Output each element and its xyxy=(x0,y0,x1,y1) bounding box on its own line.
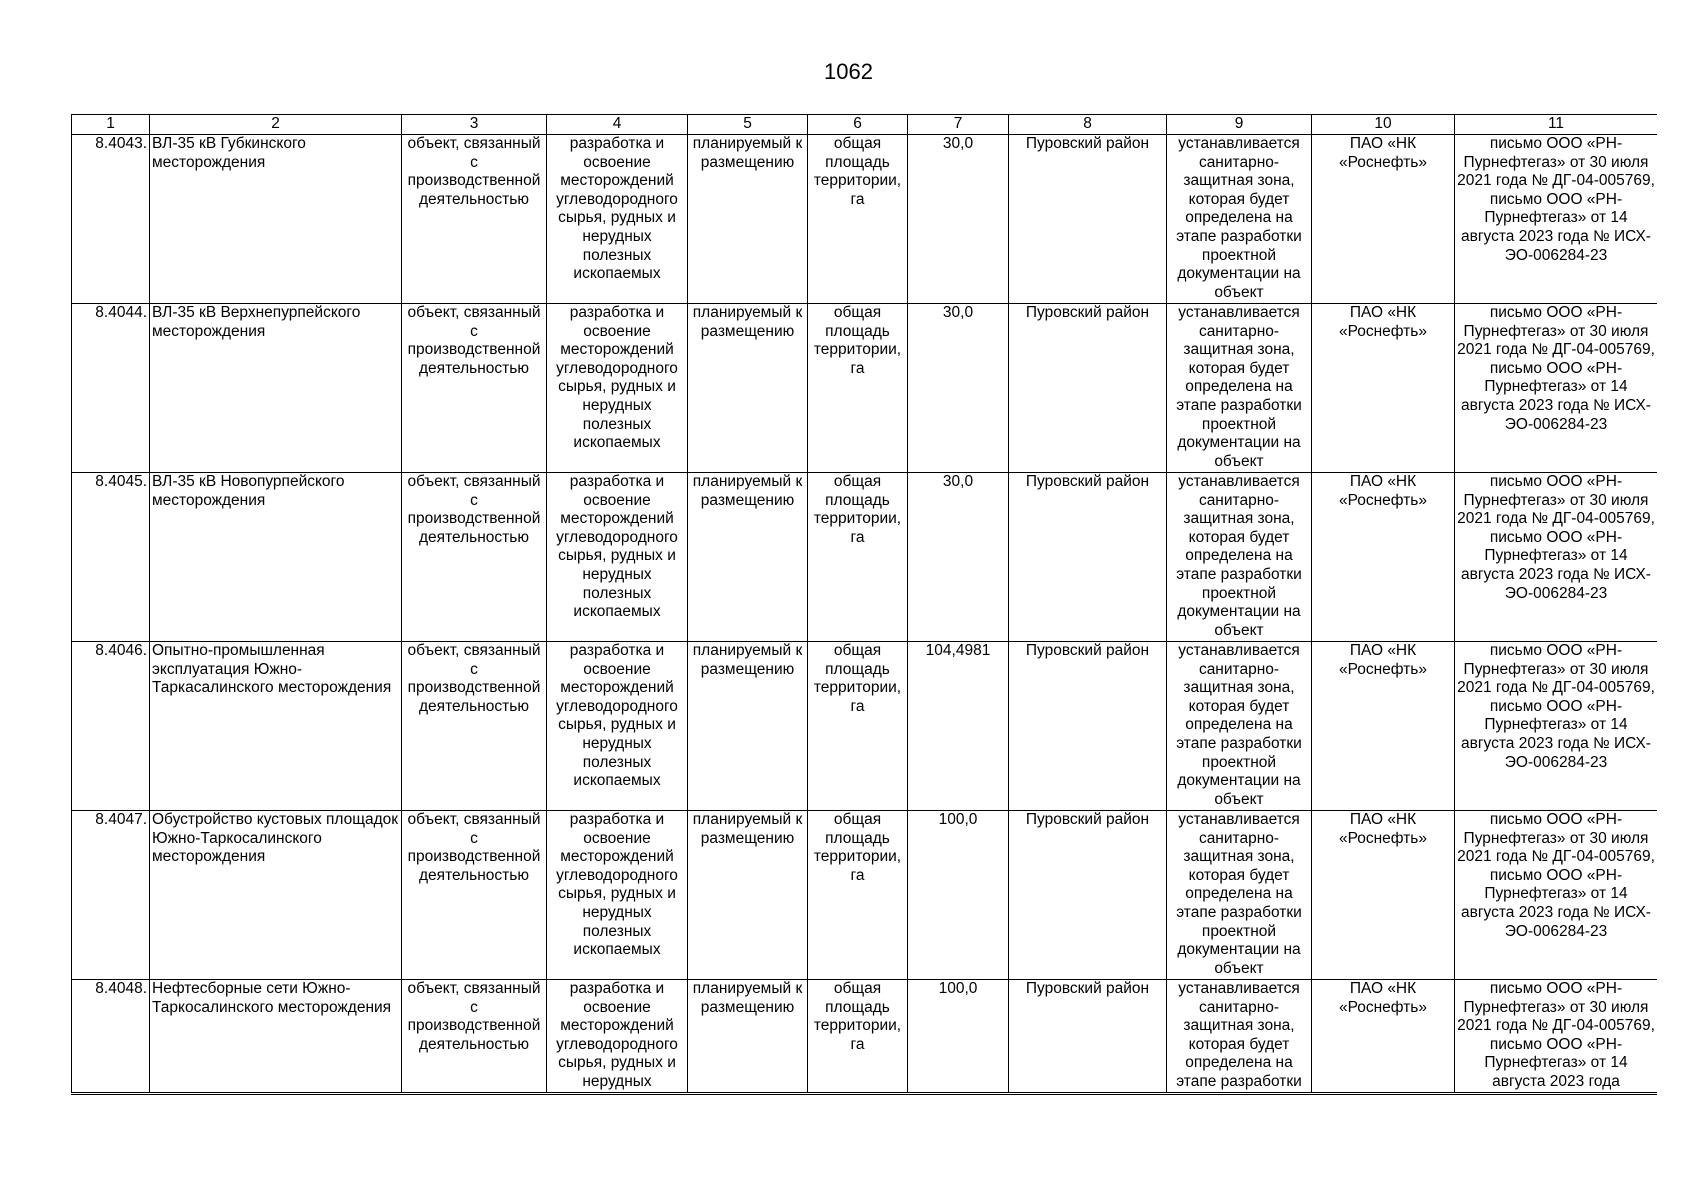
object-activity: разработка и освоение месторождений углеводородного сырья, рудных и нерудных xyxy=(547,980,688,1093)
object-owner: ПАО «НК «Роснефть» xyxy=(1312,135,1455,304)
object-owner: ПАО «НК «Роснефть» xyxy=(1312,473,1455,642)
object-name: ВЛ-35 кВ Новопурпейского месторождения xyxy=(150,473,402,642)
object-basis: письмо ООО «РН-Пурнефтегаз» от 30 июля 2021 года № ДГ-04-005769, письмо ООО «РН-Пурнефтегаз» от 14 августа 2023 года № ИСХ-ЭО-006284-23 xyxy=(1455,304,1658,473)
object-characteristic: общая площадь территории, га xyxy=(808,473,908,642)
object-location: Пуровский район xyxy=(1009,811,1167,980)
object-zone: устанавливается санитарно-защитная зона, которая будет определена на этапе разработки xyxy=(1167,980,1312,1093)
object-activity: разработка и освоение месторождений углеводородного сырья, рудных и нерудных полезных ископаемых xyxy=(547,473,688,642)
object-basis: письмо ООО «РН-Пурнефтегаз» от 30 июля 2021 года № ДГ-04-005769, письмо ООО «РН-Пурнефтегаз» от 14 августа 2023 года № ИСХ-ЭО-006284-23 xyxy=(1455,135,1658,304)
row-number: 8.4043. xyxy=(72,135,150,304)
object-name: ВЛ-35 кВ Верхнепурпейского месторождения xyxy=(150,304,402,473)
row-number: 8.4047. xyxy=(72,811,150,980)
column-header: 3 xyxy=(402,115,547,135)
object-zone: устанавливается санитарно-защитная зона, которая будет определена на этапе разработки проектной документации на объект xyxy=(1167,304,1312,473)
object-activity: разработка и освоение месторождений углеводородного сырья, рудных и нерудных полезных ископаемых xyxy=(547,642,688,811)
object-name: Опытно-промышленная эксплуатация Южно-Таркасалинского месторождения xyxy=(150,642,402,811)
column-header: 7 xyxy=(908,115,1009,135)
objects-table xyxy=(71,114,1657,1093)
object-value: 30,0 xyxy=(908,473,1009,642)
object-status: планируемый к размещению xyxy=(688,980,808,1093)
object-zone: устанавливается санитарно-защитная зона, которая будет определена на этапе разработки проектной документации на объект xyxy=(1167,642,1312,811)
row-number: 8.4048. xyxy=(72,980,150,1093)
object-location: Пуровский район xyxy=(1009,642,1167,811)
object-location: Пуровский район xyxy=(1009,135,1167,304)
object-basis: письмо ООО «РН-Пурнефтегаз» от 30 июля 2021 года № ДГ-04-005769, письмо ООО «РН-Пурнефтегаз» от 14 августа 2023 года № ИСХ-ЭО-006284-23 xyxy=(1455,811,1658,980)
object-status: планируемый к размещению xyxy=(688,135,808,304)
object-status: планируемый к размещению xyxy=(688,811,808,980)
object-zone: устанавливается санитарно-защитная зона, которая будет определена на этапе разработки проектной документации на объект xyxy=(1167,135,1312,304)
header-row xyxy=(72,115,1658,135)
table-row xyxy=(72,980,1658,1093)
object-characteristic: общая площадь территории, га xyxy=(808,811,908,980)
object-value: 30,0 xyxy=(908,135,1009,304)
object-value: 100,0 xyxy=(908,811,1009,980)
column-header: 4 xyxy=(547,115,688,135)
object-value: 104,4981 xyxy=(908,642,1009,811)
object-characteristic: общая площадь территории, га xyxy=(808,135,908,304)
column-header: 8 xyxy=(1009,115,1167,135)
object-characteristic: общая площадь территории, га xyxy=(808,642,908,811)
object-location: Пуровский район xyxy=(1009,304,1167,473)
table-row xyxy=(72,811,1658,980)
object-value: 30,0 xyxy=(908,304,1009,473)
object-purpose: объект, связанный с производственной деятельностью xyxy=(402,980,547,1093)
object-owner: ПАО «НК «Роснефть» xyxy=(1312,304,1455,473)
object-location: Пуровский район xyxy=(1009,980,1167,1093)
object-purpose: объект, связанный с производственной деятельностью xyxy=(402,135,547,304)
object-location: Пуровский район xyxy=(1009,473,1167,642)
column-header: 5 xyxy=(688,115,808,135)
object-status: планируемый к размещению xyxy=(688,642,808,811)
column-header: 10 xyxy=(1312,115,1455,135)
object-basis: письмо ООО «РН-Пурнефтегаз» от 30 июля 2021 года № ДГ-04-005769, письмо ООО «РН-Пурнефтегаз» от 14 августа 2023 года № ИСХ-ЭО-006284-23 xyxy=(1455,473,1658,642)
table-row xyxy=(72,135,1658,304)
object-characteristic: общая площадь территории, га xyxy=(808,304,908,473)
object-status: планируемый к размещению xyxy=(688,473,808,642)
object-owner: ПАО «НК «Роснефть» xyxy=(1312,642,1455,811)
object-owner: ПАО «НК «Роснефть» xyxy=(1312,811,1455,980)
column-header: 6 xyxy=(808,115,908,135)
object-basis: письмо ООО «РН-Пурнефтегаз» от 30 июля 2021 года № ДГ-04-005769, письмо ООО «РН-Пурнефтегаз» от 14 августа 2023 года № ИСХ-ЭО-006284-23 xyxy=(1455,642,1658,811)
object-purpose: объект, связанный с производственной деятельностью xyxy=(402,642,547,811)
object-activity: разработка и освоение месторождений углеводородного сырья, рудных и нерудных полезных ископаемых xyxy=(547,135,688,304)
table-container xyxy=(71,114,1657,1095)
row-number: 8.4046. xyxy=(72,642,150,811)
column-header: 11 xyxy=(1455,115,1658,135)
table-row xyxy=(72,473,1658,642)
object-basis: письмо ООО «РН-Пурнефтегаз» от 30 июля 2021 года № ДГ-04-005769, письмо ООО «РН-Пурнефтегаз» от 14 августа 2023 года xyxy=(1455,980,1658,1093)
object-value: 100,0 xyxy=(908,980,1009,1093)
column-header: 9 xyxy=(1167,115,1312,135)
object-status: планируемый к размещению xyxy=(688,304,808,473)
page-number: 1062 xyxy=(824,59,873,84)
row-number: 8.4045. xyxy=(72,473,150,642)
object-activity: разработка и освоение месторождений углеводородного сырья, рудных и нерудных полезных ископаемых xyxy=(547,811,688,980)
object-purpose: объект, связанный с производственной деятельностью xyxy=(402,473,547,642)
table-row xyxy=(72,642,1658,811)
object-activity: разработка и освоение месторождений углеводородного сырья, рудных и нерудных полезных ископаемых xyxy=(547,304,688,473)
object-name: Нефтесборные сети Южно-Таркосалинского месторождения xyxy=(150,980,402,1093)
column-header: 1 xyxy=(72,115,150,135)
object-name: ВЛ-35 кВ Губкинского месторождения xyxy=(150,135,402,304)
object-zone: устанавливается санитарно-защитная зона, которая будет определена на этапе разработки проектной документации на объект xyxy=(1167,473,1312,642)
object-purpose: объект, связанный с производственной деятельностью xyxy=(402,304,547,473)
object-name: Обустройство кустовых площадок Южно-Таркосалинского месторождения xyxy=(150,811,402,980)
table-row xyxy=(72,304,1658,473)
object-owner: ПАО «НК «Роснефть» xyxy=(1312,980,1455,1093)
column-header: 2 xyxy=(150,115,402,135)
object-zone: устанавливается санитарно-защитная зона, которая будет определена на этапе разработки проектной документации на объект xyxy=(1167,811,1312,980)
row-number: 8.4044. xyxy=(72,304,150,473)
object-characteristic: общая площадь территории, га xyxy=(808,980,908,1093)
object-purpose: объект, связанный с производственной деятельностью xyxy=(402,811,547,980)
